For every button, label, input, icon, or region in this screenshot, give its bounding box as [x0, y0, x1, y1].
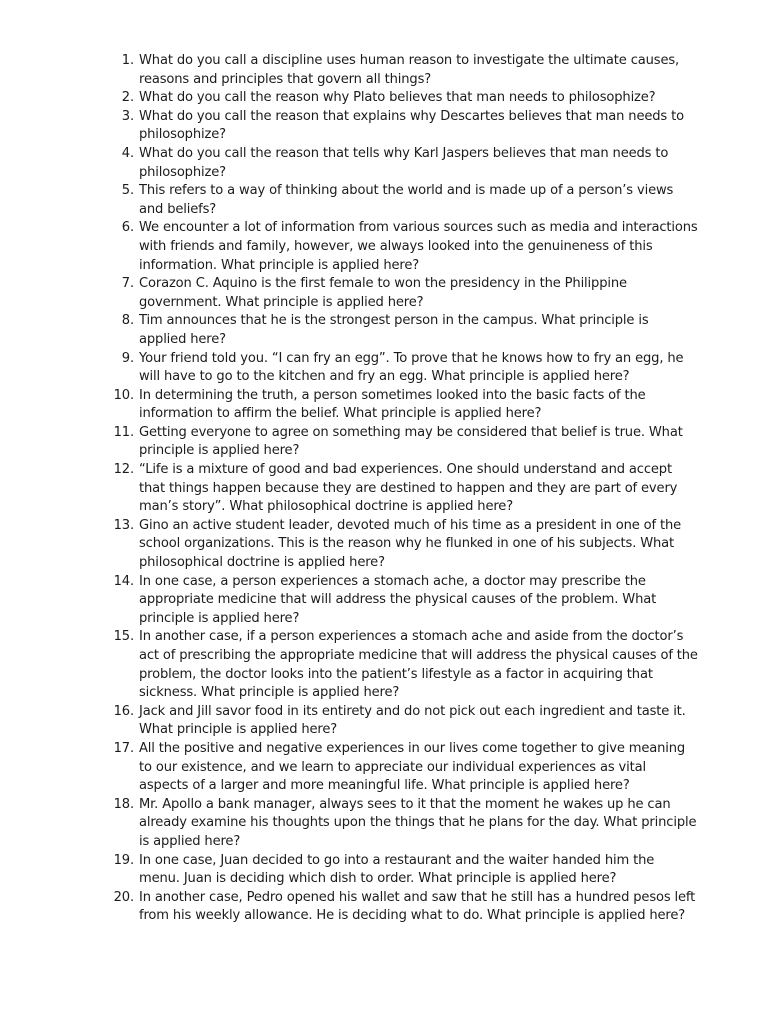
- question-item: [108, 703, 698, 740]
- question-number: 8.: [121, 313, 134, 329]
- question-text: In another case, if a person experiences a stomach ache and aside from the doctor’s act of prescribing the appropriate medicine that will address the physical causes of the problem, the doctor looks into the patient’s lifestyle as a factor in acquiring that sickness. What principle is applied here?: [139, 629, 698, 701]
- question-number: 4.: [121, 145, 134, 161]
- question-text: Mr. Apollo a bank manager, always sees to it that the moment he wakes up he can already examine his thoughts upon the things that he plans for the day. What principle is applied here?: [139, 796, 697, 849]
- question-text: Getting everyone to agree on something may be considered that belief is true. What principle is applied here?: [139, 424, 683, 459]
- question-text: In one case, Juan decided to go into a restaurant and the waiter handed him the menu. Juan is deciding which dish to order. What principle is applied here?: [139, 852, 655, 887]
- question-number: 1.: [121, 53, 134, 68]
- question-text: What do you call a discipline uses human reason to investigate the ultimate causes, reasons and principles that govern all things?: [139, 53, 680, 87]
- question-item: [108, 517, 698, 573]
- question-number: 9.: [121, 350, 134, 366]
- question-number: 18.: [113, 796, 134, 812]
- question-number: 20.: [113, 889, 134, 905]
- question-number: 16.: [113, 703, 134, 719]
- question-text: Tim announces that he is the strongest person in the campus. What principle is applied here?: [139, 313, 649, 347]
- question-item: [108, 852, 698, 889]
- question-number: 13.: [113, 517, 134, 533]
- question-item: [108, 461, 698, 517]
- question-text: In one case, a person experiences a stomach ache, a doctor may prescribe the appropriate medicine that will address the physical causes of the problem. What principle is applied here?: [139, 573, 657, 626]
- question-text: In determining the truth, a person sometimes looked into the basic facts of the information to affirm the belief. What principle is applied here?: [139, 387, 646, 422]
- question-item: [108, 108, 698, 145]
- question-text: Gino an active student leader, devoted much of his time as a president in one of the school organizations. This is the reason why he flunked in one of his subjects. What philosophical doctrine is applied here?: [139, 517, 682, 571]
- question-number: 15.: [113, 629, 134, 645]
- question-number: 19.: [113, 852, 134, 868]
- question-item: [108, 52, 698, 89]
- question-number: 3.: [121, 108, 134, 124]
- question-item: [108, 740, 698, 796]
- question-item: [108, 275, 698, 312]
- question-text: Jack and Jill savor food in its entirety and do not pick out each ingredient and taste it. What principle is applied here?: [139, 703, 686, 738]
- question-text: What do you call the reason that tells why Karl Jaspers believes that man needs to philosophize?: [139, 145, 669, 180]
- question-number: 10.: [113, 387, 134, 403]
- question-item: [108, 219, 698, 275]
- question-item: [108, 145, 698, 182]
- question-item: [108, 89, 698, 108]
- question-text: Corazon C. Aquino is the first female to won the presidency in the Philippine government. What principle is applied here?: [139, 276, 627, 310]
- question-item: [108, 312, 698, 349]
- question-item: [108, 387, 698, 424]
- question-number: 6.: [121, 220, 134, 236]
- question-item: [108, 628, 698, 702]
- question-item: [108, 889, 698, 926]
- question-number: 2.: [121, 90, 134, 106]
- question-number: 11.: [113, 424, 134, 440]
- question-text: What do you call the reason why Plato believes that man needs to philosophize?: [139, 90, 656, 106]
- question-text: We encounter a lot of information from various sources such as media and interactions with friends and family, however, we always looked into the genuineness of this information. What principle is applied here?: [139, 220, 698, 273]
- question-text: This refers to a way of thinking about the world and is made up of a person’s views and beliefs?: [139, 183, 674, 217]
- question-text: All the positive and negative experiences in our lives come together to give meaning to our existence, and we learn to appreciate our individual experiences as vital aspects of a larger and more meaningful life. What principle is applied here?: [139, 740, 686, 794]
- question-number: 12.: [113, 462, 134, 478]
- question-item: [108, 796, 698, 852]
- question-number: 5.: [121, 183, 134, 199]
- question-item: [108, 182, 698, 219]
- question-text: What do you call the reason that explains why Descartes believes that man needs to philosophize?: [139, 108, 684, 143]
- question-text: “Life is a mixture of good and bad experiences. One should understand and accept that things happen because they are destined to happen and they are part of every man’s story”. What philosophical doctrine is applied here?: [139, 462, 678, 515]
- question-number: 17.: [113, 740, 134, 756]
- question-number: 14.: [113, 573, 134, 589]
- question-list: [108, 52, 698, 926]
- question-text: In another case, Pedro opened his wallet and saw that he still has a hundred pesos left from his weekly allowance. He is deciding what to do. What principle is applied here?: [139, 889, 696, 924]
- question-item: [108, 424, 698, 461]
- question-text: Your friend told you. “I can fry an egg”. To prove that he knows how to fry an egg, he will have to go to the kitchen and fry an egg. What principle is applied here?: [139, 350, 684, 385]
- question-number: 7.: [121, 276, 134, 292]
- question-item: [108, 573, 698, 629]
- question-item: [108, 350, 698, 387]
